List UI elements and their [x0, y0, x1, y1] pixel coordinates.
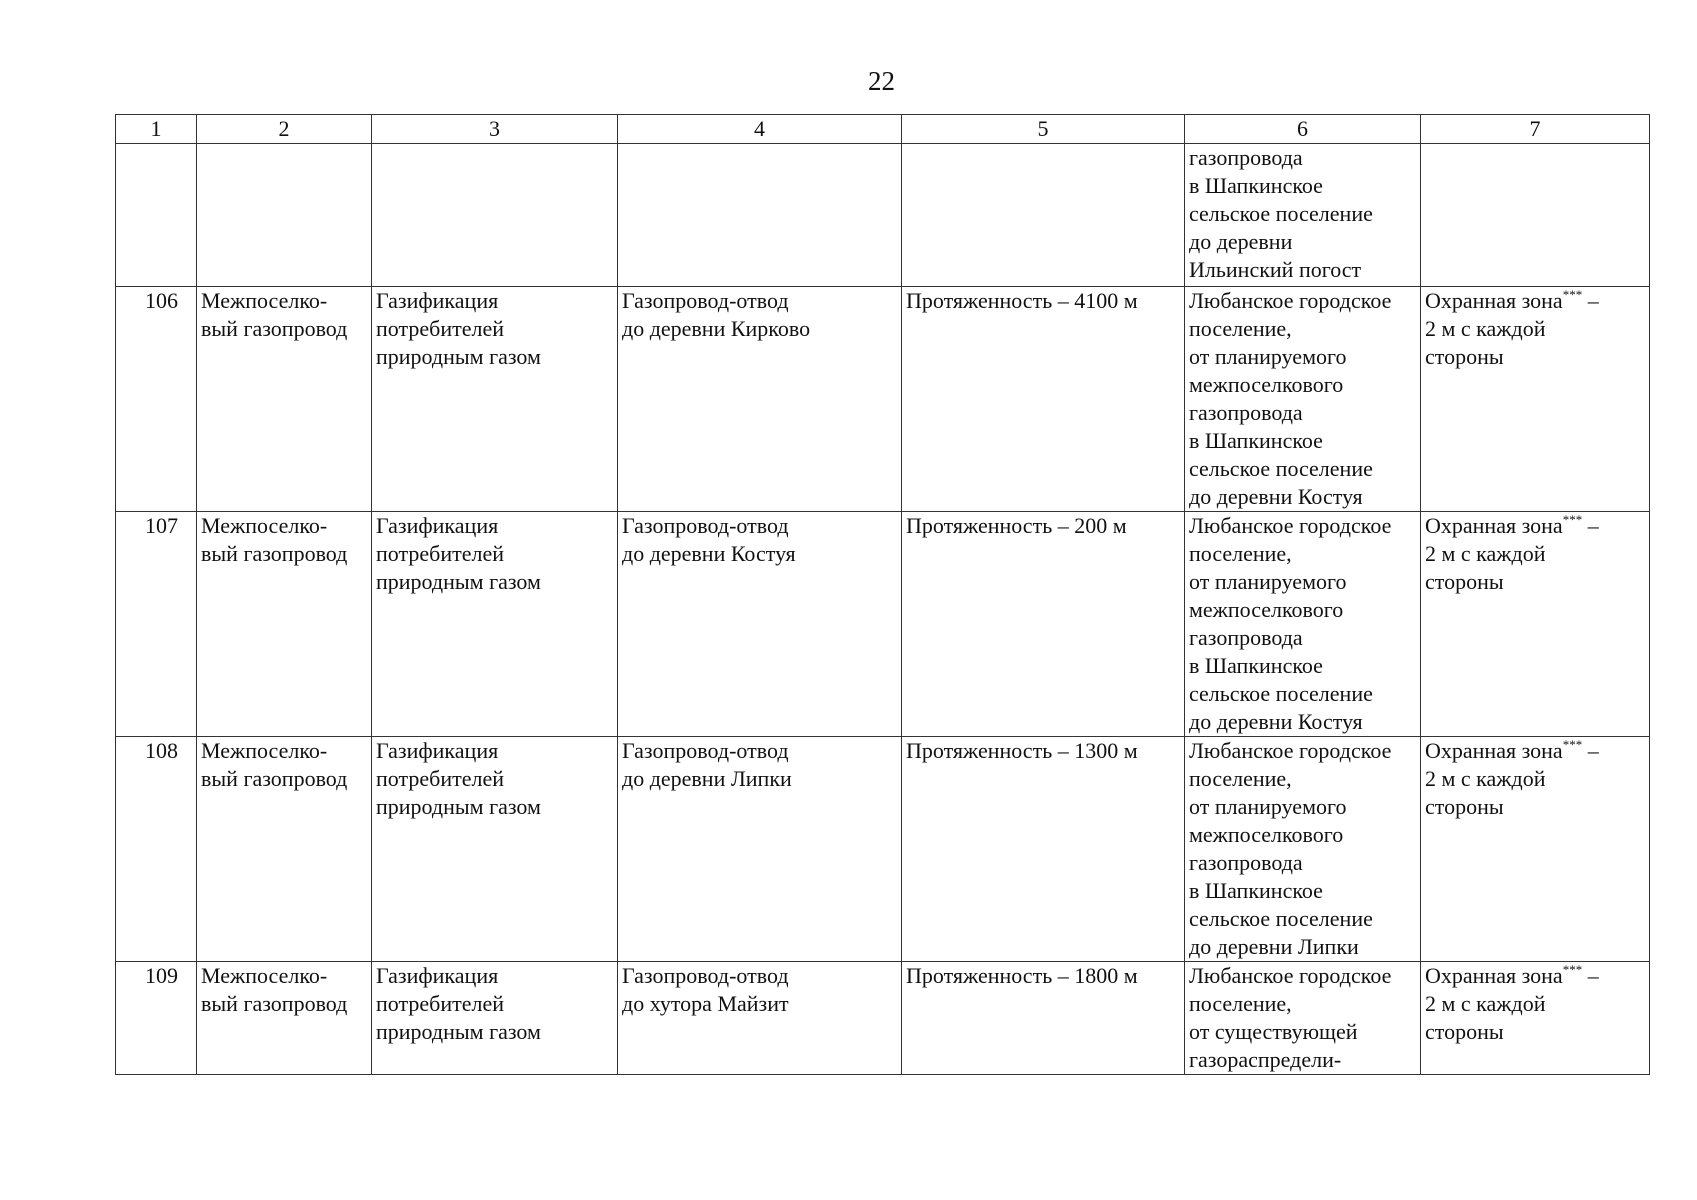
protection-zone-cell [1421, 962, 1650, 1075]
object-type-cell: Межпоселко- вый газопровод [197, 737, 372, 962]
row-number: 108 [116, 737, 197, 962]
protection-zone-cell [1421, 287, 1650, 512]
row-number: 106 [116, 287, 197, 512]
purpose-cell: Газификация потребителей природным газом [372, 512, 618, 737]
object-name-cell: Газопровод-отвод до деревни Липки [618, 737, 902, 962]
length-cell: Протяженность – 200 м [902, 512, 1185, 737]
empty-cell [1421, 144, 1650, 287]
zone-label: Охранная зона [1425, 288, 1563, 313]
location-cell: Любанское городское поселение, от планируемого межпоселкового газопровода в Шапкинское сельское поселение до деревни Костуя [1185, 287, 1421, 512]
purpose-cell: Газификация потребителей природным газом [372, 287, 618, 512]
purpose-cell: Газификация потребителей природным газом [372, 962, 618, 1075]
object-type-cell: Межпоселко- вый газопровод [197, 962, 372, 1075]
zone-label: Охранная зона [1425, 513, 1563, 538]
page-number: 22 [868, 66, 895, 96]
footnote-mark: *** [1562, 737, 1583, 752]
object-type-cell: Межпоселко- вый газопровод [197, 287, 372, 512]
footnote-mark: *** [1562, 287, 1583, 302]
continuation-row [116, 144, 1650, 287]
footnote-mark: *** [1562, 962, 1583, 977]
empty-cell [197, 144, 372, 287]
protection-zone-cell [1421, 512, 1650, 737]
protection-zone-cell [1421, 737, 1650, 962]
column-number: 6 [1185, 115, 1421, 144]
zone-text: – 2 м с каждой стороны [1425, 288, 1599, 369]
row-number: 107 [116, 512, 197, 737]
length-cell: Протяженность – 1300 м [902, 737, 1185, 962]
facilities-table [115, 114, 1650, 1075]
empty-cell [618, 144, 902, 287]
zone-text: – 2 м с каждой стороны [1425, 738, 1599, 819]
purpose-cell: Газификация потребителей природным газом [372, 737, 618, 962]
table-row [116, 287, 1650, 512]
zone-text: – 2 м с каждой стороны [1425, 513, 1599, 594]
column-number: 5 [902, 115, 1185, 144]
location-cell: Любанское городское поселение, от планируемого межпоселкового газопровода в Шапкинское сельское поселение до деревни Липки [1185, 737, 1421, 962]
length-cell: Протяженность – 1800 м [902, 962, 1185, 1075]
empty-cell [902, 144, 1185, 287]
column-number: 3 [372, 115, 618, 144]
object-name-cell: Газопровод-отвод до хутора Майзит [618, 962, 902, 1075]
row-number: 109 [116, 962, 197, 1075]
object-name-cell: Газопровод-отвод до деревни Костуя [618, 512, 902, 737]
object-name-cell: Газопровод-отвод до деревни Кирково [618, 287, 902, 512]
column-number: 4 [618, 115, 902, 144]
empty-cell [116, 144, 197, 287]
zone-label: Охранная зона [1425, 963, 1563, 988]
zone-label: Охранная зона [1425, 738, 1563, 763]
footnote-mark: *** [1562, 512, 1583, 527]
column-number-row [116, 115, 1650, 144]
length-cell: Протяженность – 4100 м [902, 287, 1185, 512]
column-number: 1 [116, 115, 197, 144]
table-row [116, 962, 1650, 1075]
table-row [116, 512, 1650, 737]
table-row [116, 737, 1650, 962]
location-cell: Любанское городское поселение, от существующей газораспредели- [1185, 962, 1421, 1075]
zone-text: – 2 м с каждой стороны [1425, 963, 1599, 1044]
column-number: 2 [197, 115, 372, 144]
location-cell: газопровода в Шапкинское сельское поселение до деревни Ильинский погост [1185, 144, 1421, 287]
column-number: 7 [1421, 115, 1650, 144]
empty-cell [372, 144, 618, 287]
location-cell: Любанское городское поселение, от планируемого межпоселкового газопровода в Шапкинское сельское поселение до деревни Костуя [1185, 512, 1421, 737]
object-type-cell: Межпоселко- вый газопровод [197, 512, 372, 737]
